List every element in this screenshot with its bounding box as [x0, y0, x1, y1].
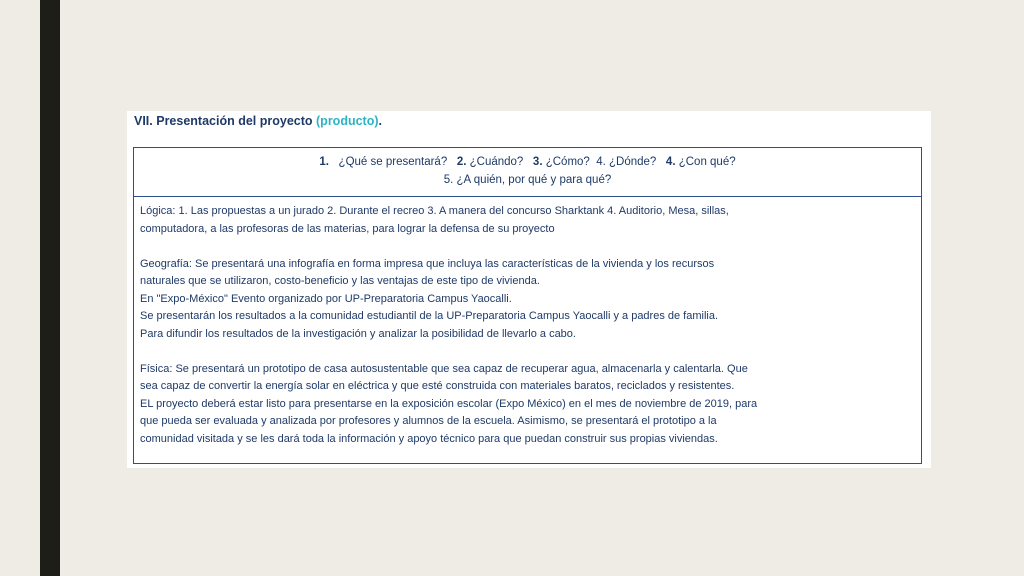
q2-text: ¿Cuándo? [469, 156, 524, 168]
geografia-line: Se presentarán los resultados a la comunidad estudiantil de la UP-Preparatoria Campus Yaocalli y a padres de familia. [140, 310, 719, 322]
q3-text: ¿Cómo? [545, 156, 590, 168]
section-heading [134, 114, 382, 128]
q2-number: 2. [456, 156, 467, 168]
q1-text: ¿Qué se presentará? [338, 156, 448, 168]
geografia-line: En "Expo-México" Evento organizado por UP-Preparatoria Campus Yaocalli. [140, 292, 512, 305]
geografia-line: naturales que se utilizaron, costo-beneficio y las ventajas de este tipo de vivienda. [140, 275, 540, 287]
logica-line: computadora, a las profesoras de las materias, para lograr la defensa de su proyecto [140, 222, 555, 235]
q4a-text: 4. ¿Dónde? [596, 156, 657, 168]
fisica-line: Física: Se presentará un prototipo de casa autosustentable que sea capaz de recuperar agua, almacenarla y calentarla. Que [140, 362, 748, 375]
fisica-line: sea capaz de convertir la energía solar en eléctrica y que esté construida con materiales baratos, reciclados y resistentes. [140, 380, 735, 392]
q4b-number: 4. [665, 156, 676, 168]
q5-text: 5. ¿A quién, por qué y para qué? [443, 174, 612, 186]
heading-text: VII. Presentación del proyecto [134, 114, 317, 128]
q4b-text: ¿Con qué? [678, 156, 736, 168]
questions-header [134, 148, 921, 197]
answers-body [134, 197, 921, 448]
geografia-line: Geografía: Se presentará una infografía en forma impresa que incluya las características de la vivienda y los recursos [140, 257, 715, 270]
q3-number: 3. [532, 156, 543, 168]
questions-line-2 [134, 171, 921, 189]
left-accent-bar [40, 0, 60, 576]
fisica-line: que pueda ser evaluada y analizada por profesores y alumnos de la escuela. Asimismo, se presentará el prototipo a la [140, 415, 717, 427]
content-panel [127, 111, 931, 468]
fisica-line: comunidad visitada y se les dará toda la información y apoyo técnico para que puedan construir sus propias viviendas. [140, 432, 718, 445]
questions-line-1 [134, 153, 921, 171]
fisica-line: EL proyecto deberá estar listo para presentarse en la exposición escolar (Expo México) en el mes de noviembre de 2019, para [140, 397, 758, 410]
heading-suffix: . [378, 114, 382, 128]
heading-highlight: (producto) [316, 114, 379, 128]
project-table [133, 147, 922, 464]
q1-number: 1. [319, 156, 329, 168]
logica-line: Lógica: 1. Las propuestas a un jurado 2. Durante el recreo 3. A manera del concurso Sharktank 4. Auditorio, Mesa, sillas, [140, 205, 729, 217]
geografia-line: Para difundir los resultados de la investigación y analizar la posibilidad de llevarlo a cabo. [140, 327, 576, 340]
